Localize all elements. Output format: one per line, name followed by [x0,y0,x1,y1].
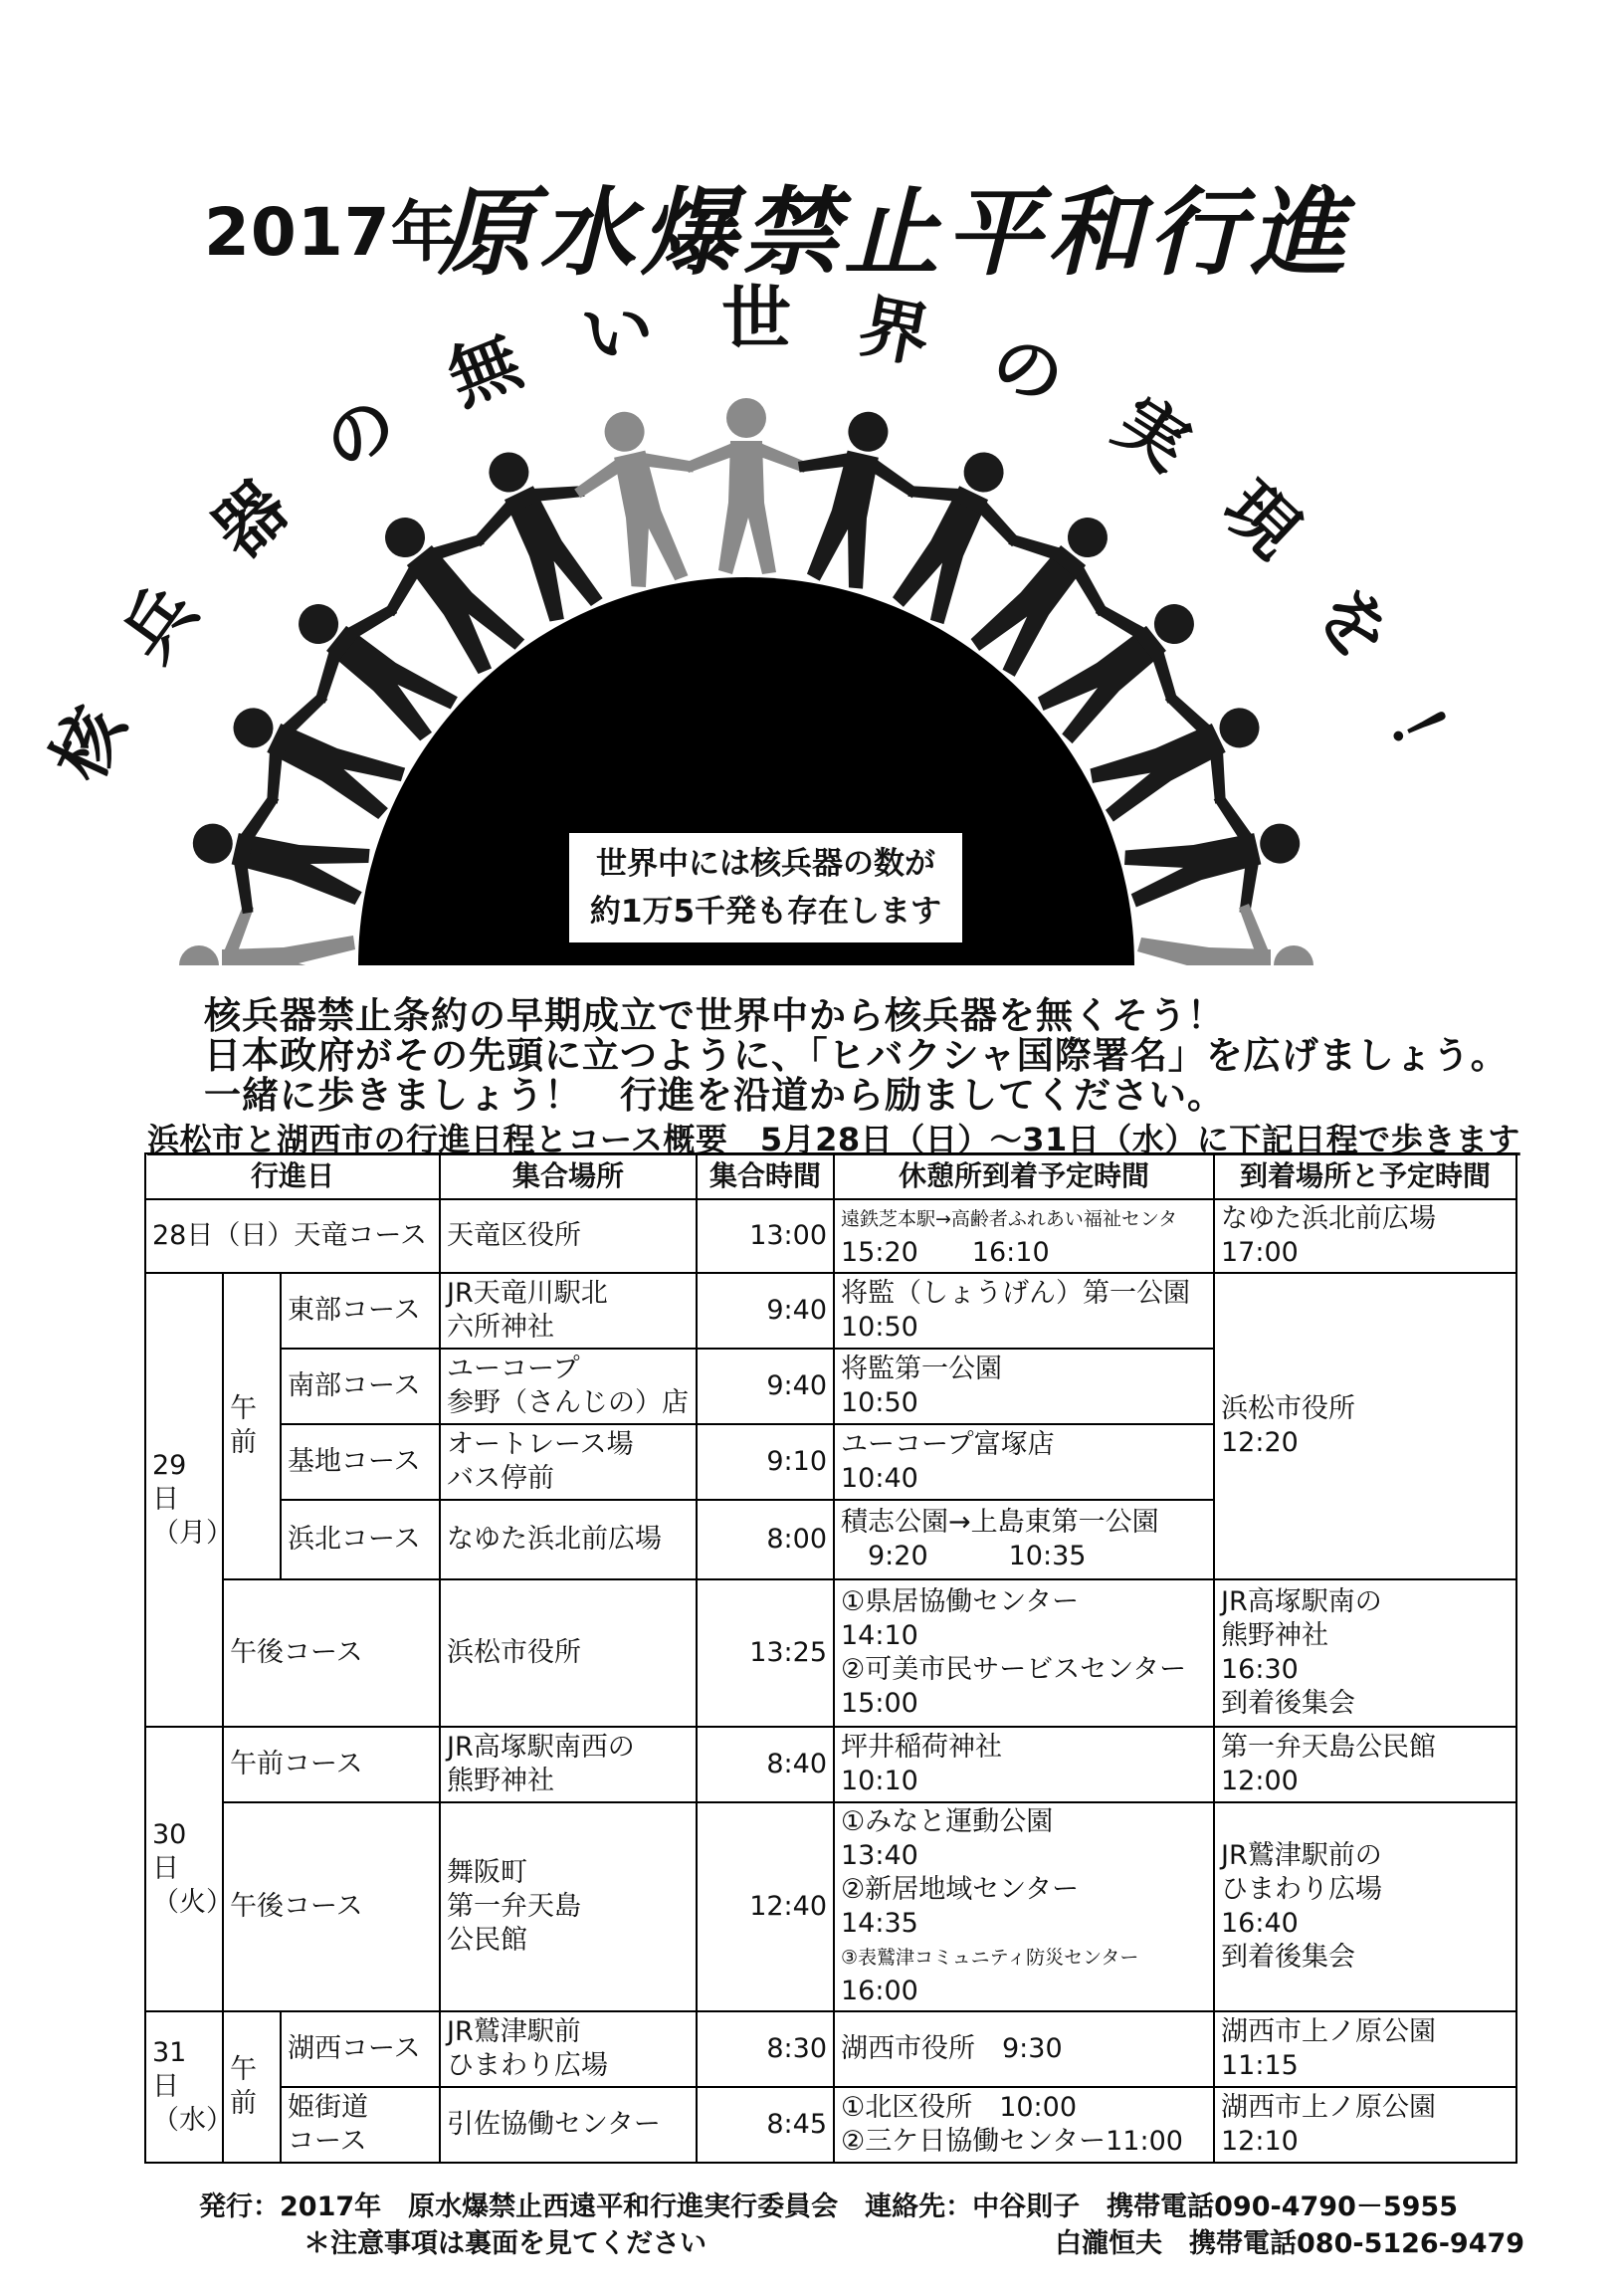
place-line: 熊野神社 [447,1766,554,1796]
arc-slogan-char: 世 [721,278,791,359]
footer-publisher: 発行：2017年 原水爆禁止西遠平和行進実行委員会 連絡先：中谷則子 携帯電話090-4790－5955 [199,2192,1459,2222]
table-row [145,1727,1516,1802]
rest-stop-line: ①みなと運動公園 [841,1806,1054,1837]
rest-stop-time: 10:50 [841,1387,918,1418]
rest-stop-time: 10:10 [841,1766,918,1796]
arrival-place: 熊野神社 [1221,1620,1328,1651]
meeting-time: 9:10 [697,1424,834,1500]
arrival-time: 12:00 [1221,1766,1299,1796]
place-line: バス停前 [447,1463,554,1494]
rest-stop-time: 10:50 [841,1312,918,1343]
meeting-time: 9:40 [697,1273,834,1349]
rest-stop-line: 坪井稲荷神社 [841,1732,1002,1763]
course-name: 午後コース [223,1802,440,2011]
rest-stops [834,1273,1214,1349]
person-figure [179,779,378,939]
meeting-place: 浜松市役所 [440,1579,697,1727]
place-line: JR鷲津駅前 [447,2016,581,2047]
table-header-row [145,1153,1516,1199]
place-line: オートレース場 [447,1429,634,1460]
arc-slogan-char: 核 [37,695,141,793]
rest-stop-line: 将監（しょうげん）第一公園 [841,1278,1190,1309]
header-rest-stops: 休憩所到着予定時間 [834,1153,1214,1199]
person-figure [685,398,808,574]
place-line: 公民館 [447,1925,527,1956]
meeting-place: 引佐協働センター [440,2087,697,2163]
course-name-line: 姫街道 [288,2092,368,2123]
person-figure [1137,904,1313,965]
rest-stop-time: 13:40 [841,1840,918,1871]
arrival-time: 16:30 [1221,1654,1299,1685]
rest-stop-times: 9:20 10:35 [841,1541,1087,1571]
arc-slogan-char: 器 [197,465,304,573]
meeting-time: 13:25 [697,1579,834,1727]
arrival [1214,1199,1516,1273]
header-meeting-place: 集合場所 [440,1153,697,1199]
slogan-1: 核兵器禁止条約の早期成立で世界中から核兵器を無くそう！ [204,994,1225,1037]
page-title: 原水爆禁止平和行進 [438,177,1351,289]
rest-stop-line: 将監第一公園 [841,1354,1002,1384]
arrival-place: 第一弁天島公民館 [1221,1732,1436,1763]
meeting-place [440,1802,697,2011]
arc-slogan-char: を [1300,571,1407,677]
arrival-time: 12:10 [1221,2126,1299,2157]
rest-stops [834,1424,1214,1500]
person-figure [560,398,719,597]
header-meeting-time: 集合時間 [697,1153,834,1199]
meeting-time: 9:40 [697,1349,834,1424]
rest-stop-line: ②新居地域センター [841,1874,1080,1905]
meeting-place [440,2011,697,2087]
day-weekday: （水） [152,2105,233,2136]
arrival-place: JR鷲津駅前の [1221,1840,1382,1871]
rest-stop-line: ③表鷲津コミュニティ防災センター [841,1947,1139,1969]
arc-slogan-char: い [575,285,660,379]
person-figure [1113,779,1312,939]
rest-stops [834,1579,1214,1727]
table-row [145,2087,1516,2163]
arrival [1214,2011,1516,2087]
rest-stop-time: 14:35 [841,1908,918,1939]
meeting-place [440,1349,697,1424]
meeting-place: なゆた浜北前広場 [440,1500,697,1579]
rest-stop-line: ②可美市民サービスセンター [841,1654,1187,1685]
arrival [1214,1727,1516,1802]
rest-stop-line: ②三ケ日協働センター11:00 [841,2126,1183,2157]
place-line: 参野（さんじの）店 [447,1387,689,1418]
arrival-place: 湖西市上ノ原公園 [1221,2016,1436,2047]
arrival [1214,1802,1516,2011]
day-weekday: （火） [152,1887,233,1918]
arrival [1214,1579,1516,1727]
course-name: 基地コース [281,1424,440,1500]
meeting-time: 13:00 [697,1199,834,1273]
rest-stop-line: 遠鉄芝本駅→高齢者ふれあい福祉センタ [841,1208,1178,1230]
arc-slogan-char: 現 [1208,465,1315,573]
day-number: 30 [152,1819,187,1850]
course-name: 午後コース [223,1579,440,1727]
course-name: 浜北コース [281,1500,440,1579]
course-name: 午前コース [223,1727,440,1802]
am-label: 午前 [223,2011,281,2163]
arrival-place: ひまわり広場 [1221,1874,1382,1905]
schedule-table [144,1152,1517,2164]
arc-slogan-char: の [980,319,1076,422]
meeting-time: 8:40 [697,1727,834,1802]
day-weekday: （月） [152,1518,233,1549]
am-label: 午前 [223,1273,281,1579]
rest-stops [834,1802,1214,2011]
arrival-place: 湖西市上ノ原公園 [1221,2092,1436,2123]
rest-stop-time: 14:10 [841,1620,918,1651]
rest-stop-time: 16:00 [841,1976,918,2006]
rest-stops [834,1199,1214,1273]
meeting-place [440,1727,697,1802]
course-name: 東部コース [281,1273,440,1349]
slogan-2: 日本政府がその先頭に立つように、「ヒバクシャ国際署名」を広げましょう。 [204,1034,1509,1077]
table-row [145,1199,1516,1273]
rest-stops [834,1349,1214,1424]
place-line: 第一弁天島 [447,1891,581,1922]
place-line: ユーコープ [447,1354,580,1384]
arrival [1214,2087,1516,2163]
slogan-3: 一緒に歩きましょう！ 行進を沿道から励ましてください。 [204,1074,1225,1117]
arrival-time: 11:15 [1221,2050,1299,2081]
header-arrival: 到着場所と予定時間 [1214,1153,1516,1199]
day-suffix: 日 [152,1484,179,1515]
meeting-time: 8:30 [697,2011,834,2087]
person-figure [773,398,932,597]
rest-stop-time: 10:40 [841,1463,918,1494]
meeting-place [440,1273,697,1349]
day-29-label [145,1273,233,1727]
meeting-time: 12:40 [697,1802,834,2011]
course-name: 湖西コース [281,2011,440,2087]
arc-slogan-char: の [308,380,412,488]
arc-slogan-char: ！ [1371,695,1476,793]
place-line: JR天竜川駅北 [447,1278,608,1309]
footer-contact: 白瀧恒夫 携帯電話080-5126-9479 [1055,2228,1525,2259]
rest-stop-line: ①北区役所 10:00 [841,2092,1078,2123]
rest-stop-time: 15:00 [841,1688,918,1719]
title-year: 2017年 [204,194,458,271]
person-figure [179,904,355,965]
arrival-time: 12:20 [1221,1427,1299,1458]
course-name [281,2087,440,2163]
arc-slogan-char: 界 [852,285,937,379]
day-number: 31 [152,2037,187,2068]
course-name-line: コース [288,2126,367,2157]
day-number: 29 [152,1450,187,1481]
place-line: 六所神社 [447,1312,554,1343]
meeting-place [440,1424,697,1500]
rest-stops [834,2087,1214,2163]
arrival-place: 浜松市役所 [1221,1393,1355,1424]
rest-stop-line: ①県居協働センター [841,1586,1080,1617]
day-28-label: 28日（日）天竜コース [145,1199,440,1273]
day-suffix: 日 [152,2071,179,2102]
table-row [145,1273,1516,1349]
arc-slogan-char: 実 [1101,380,1204,488]
meeting-place: 天竜区役所 [440,1199,697,1273]
place-line: ひまわり広場 [447,2050,608,2081]
arc-slogan-char: 無 [437,319,532,422]
arrival-note: 到着後集会 [1221,1688,1355,1719]
day-suffix: 日 [152,1853,179,1884]
nuclear-weapons-count-box [567,831,964,944]
table-row [145,1802,1516,2011]
arrival-place: なゆた浜北前広場 [1221,1203,1436,1234]
arrival-note: 到着後集会 [1221,1942,1355,1973]
rest-stop-line: 積志公園→上島東第一公園 [841,1507,1159,1538]
box-line-1: 世界中には核兵器の数が [596,846,935,882]
arrival-place: JR高塚駅南の [1221,1586,1382,1617]
table-row [145,2011,1516,2087]
day-30-label [145,1727,233,2011]
table-row [145,1579,1516,1727]
arrival-time: 17:00 [1221,1237,1299,1268]
place-line: JR高塚駅南西の [447,1732,635,1763]
header-march-day: 行進日 [145,1153,440,1199]
footer-note: ＊注意事項は裏面を見てください [303,2228,706,2259]
rest-stops [834,1727,1214,1802]
arrival [1214,1273,1516,1579]
rest-stop-line: ユーコープ富塚店 [841,1429,1055,1460]
box-line-2: 約1万5千発も存在します [589,894,942,930]
meeting-time: 8:45 [697,2087,834,2163]
rest-stop-times: 15:20 16:10 [841,1237,1050,1268]
arrival-time: 16:40 [1221,1908,1299,1939]
schedule-caption: 浜松市と湖西市の行進日程とコース概要 5月28日（日）～31日（水）に下記日程で歩きます [147,1121,1520,1158]
rest-stops: 湖西市役所 9:30 [834,2011,1214,2087]
day-31-label [145,2011,233,2163]
place-line: 舞阪町 [447,1857,527,1888]
course-name: 南部コース [281,1349,440,1424]
meeting-time: 8:00 [697,1500,834,1579]
rest-stops [834,1500,1214,1579]
arc-slogan-char: 兵 [105,571,213,677]
